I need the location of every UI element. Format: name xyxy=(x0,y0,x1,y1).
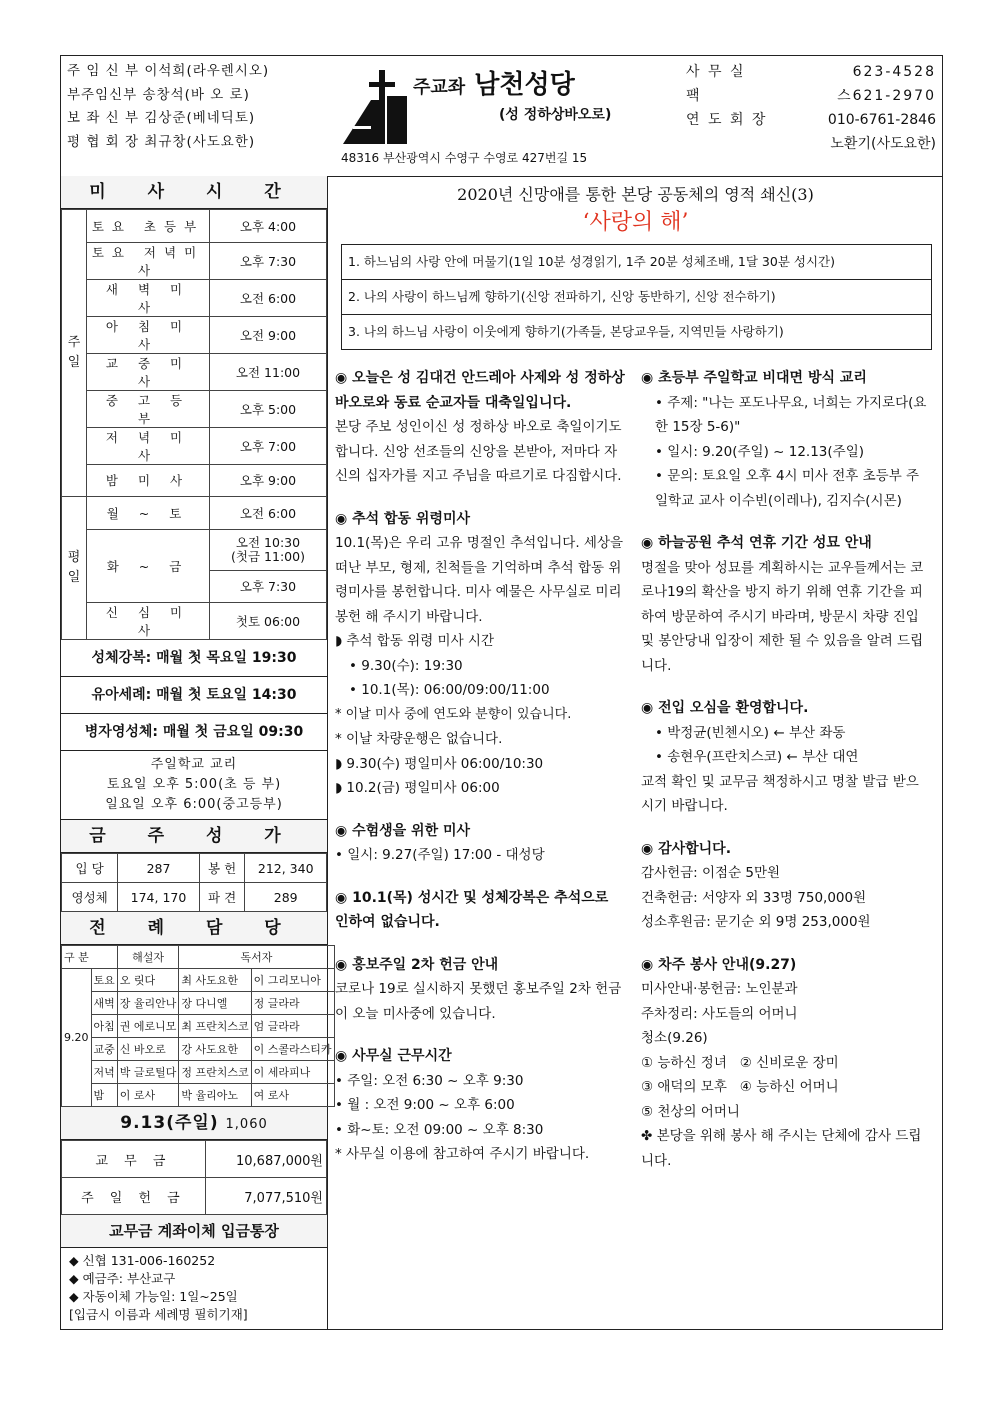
table-row xyxy=(62,992,335,1015)
mass-time: 오후 4:00 xyxy=(210,210,327,243)
notice-line: 코로나 19로 실시하지 못했던 홍보주일 2차 헌금이 오늘 미사중에 있습니다. xyxy=(335,981,622,1022)
liturgy-table xyxy=(61,945,335,1107)
reader: 박 율리아노 xyxy=(179,1084,251,1107)
notice-line: ③ 애덕의 모후 ④ 능하신 어머니 xyxy=(641,1079,839,1095)
notice-line: ⑤ 천상의 어머니 xyxy=(641,1103,740,1120)
notice-line: 10.1(목)은 우리 고유 명절인 추석입니다. 세상을 떠난 부모, 형제, 친척들을 기억하며 추석 합동 위령미사를 봉헌합니다. 미사 예물은 사무실로 미리 봉헌 해 주시기 바랍니다. xyxy=(335,535,624,625)
commentator: 이 로사 xyxy=(117,1084,179,1107)
table-row xyxy=(62,316,327,353)
summary-table xyxy=(61,1140,327,1215)
commentator: 장 율리안나 xyxy=(117,992,179,1015)
hymn-number: 287 xyxy=(118,854,200,883)
notice-line: 본당 주보 성인이신 성 정하상 바오로 축일이기도 합니다. 신앙 선조들의 신앙을 본받아, 저마다 자신의 십자가를 지고 주님을 따르기로 다짐합시다. xyxy=(335,419,622,484)
notices-left xyxy=(335,366,625,1185)
church-name: 남천성당 xyxy=(474,70,575,100)
mass-name: 월 ~ 토 xyxy=(87,497,210,530)
attendance-count: 1,060 xyxy=(225,1117,268,1132)
contact-label: 연 도 회 장 xyxy=(686,112,768,128)
liturgy-header: 구 분 xyxy=(62,946,118,969)
hymn-label: 봉 헌 xyxy=(199,854,245,883)
table-row xyxy=(62,854,327,883)
hymns-title: 금 주 성 가 xyxy=(61,820,327,853)
mass-name: 토요 초등부 xyxy=(87,210,210,243)
mass-time: 오후 7:30 xyxy=(210,570,327,603)
summary-label: 주 일 헌 금 xyxy=(62,1178,206,1215)
notice-item xyxy=(335,819,625,868)
hymn-label: 입 당 xyxy=(62,854,118,883)
table-row xyxy=(62,1038,335,1061)
notice-item xyxy=(641,953,931,1174)
summary-value: 10,687,000원 xyxy=(205,1141,326,1178)
table-row xyxy=(62,1061,335,1084)
sick-communion-info: 병자영성체: 매월 첫 금요일 09:30 xyxy=(61,714,327,751)
summary-date: 9.13(주일) xyxy=(120,1113,219,1133)
notice-line: 미사안내·봉헌금: 노인분과 xyxy=(641,981,798,997)
notice-line: ◗ 10.2(금) 평일미사 06:00 xyxy=(335,780,500,796)
mass-name: 아 침 미 사 xyxy=(87,316,210,353)
notice-heading: ◉ 감사합니다. xyxy=(641,840,732,857)
notice-item xyxy=(335,366,625,489)
mass-time: 오후 9:00 xyxy=(210,464,327,497)
notice-item xyxy=(335,1044,625,1167)
table-row xyxy=(62,529,327,570)
notice-line: • 문의: 토요일 오후 4시 미사 전후 초등부 주일학교 교사 이수빈(이레나), 김지수(시몬) xyxy=(655,468,920,509)
table-row xyxy=(62,497,327,530)
goals-box xyxy=(341,244,932,350)
liturgy-title: 전 례 담 당 xyxy=(61,912,327,945)
staff-line: 보 좌 신 부 김상준(베네딕토) xyxy=(67,110,256,126)
notice-item xyxy=(335,507,625,801)
notice-line: • 박정균(빈첸시오) ← 부산 좌동 xyxy=(655,724,846,741)
goal-item: 1. 하느님의 사랑 안에 머물기(1일 10분 성경읽기, 1주 20분 성체조배, 1달 30분 성시간) xyxy=(342,245,931,280)
goal-item: 3. 나의 하느님 사랑이 이웃에게 향하기(가족들, 본당교우들, 지역민들 사랑하기) xyxy=(348,324,784,339)
sunday-label: 주일 xyxy=(62,210,87,497)
table-row xyxy=(62,883,327,912)
mass-name: 밤 미 사 xyxy=(87,464,210,497)
summary-value: 7,077,510원 xyxy=(205,1178,326,1215)
table-row xyxy=(62,1141,327,1178)
reader: 이 세라피나 xyxy=(251,1061,334,1084)
commentator: 박 글로틸다 xyxy=(117,1061,179,1084)
staff-line: 평 협 회 장 최규창(사도요한) xyxy=(67,133,256,150)
notice-line: 청소(9.26) xyxy=(641,1030,708,1046)
header xyxy=(61,56,942,177)
mass-time: 오후 7:30 xyxy=(210,242,327,279)
table-row xyxy=(62,242,327,279)
mass-time xyxy=(210,529,327,570)
table-row xyxy=(62,464,327,497)
mass-name: 저 녁 미 사 xyxy=(87,427,210,464)
mass-name: 화 ~ 금 xyxy=(87,529,210,603)
contact-value: 010-6761-2846 xyxy=(827,112,936,128)
liturgy-header: 독서자 xyxy=(179,946,334,969)
mass-times-table xyxy=(61,209,327,640)
hymn-label: 영성체 xyxy=(62,883,118,912)
notice-heading: ◉ 홍보주일 2차 헌금 안내 xyxy=(335,956,499,973)
mass-name: 교 중 미 사 xyxy=(87,353,210,390)
notice-line: 교적 확인 및 교무금 책정하시고 명찰 발급 받으시기 바랍니다. xyxy=(641,773,919,814)
table-row xyxy=(62,427,327,464)
liturgy-mass: 저녁 xyxy=(91,1061,117,1084)
infant-baptism-info: 유아세례: 매월 첫 토요일 14:30 xyxy=(61,677,327,714)
notice-heading: ◉ 하늘공원 추석 연휴 기간 성묘 안내 xyxy=(641,535,872,551)
sunday-school xyxy=(61,751,327,820)
mass-time-sub: (첫금 11:00) xyxy=(231,548,305,564)
reader: 최 프란치스코 xyxy=(179,1015,251,1038)
notice-heading: ◉ 수험생을 위한 미사 xyxy=(335,822,471,839)
mass-time: 오전 11:00 xyxy=(210,353,327,390)
table-row xyxy=(62,946,335,969)
reader: 강 사도요한 xyxy=(179,1038,251,1061)
staff-line: 부주임신부 송창석(바 오 로) xyxy=(67,86,250,103)
notice-line: 성소후원금: 문기순 외 9명 253,000원 xyxy=(641,914,871,930)
sunday-school-line: 토요일 오후 5:00(초 등 부) xyxy=(106,777,282,792)
notice-heading: ◉ 초등부 주일학교 비대면 방식 교리 xyxy=(641,370,867,386)
notice-line: 주차정리: 사도들의 어머니 xyxy=(641,1005,798,1022)
notice-item xyxy=(335,886,625,935)
notice-line: 건축헌금: 서양자 외 33명 750,000원 xyxy=(641,889,867,906)
goal-item: 2. 나의 사랑이 하느님께 향하기(신앙 전파하기, 신앙 동반하기, 신앙 전수하기) xyxy=(342,280,931,315)
mass-name: 토요 저녁미사 xyxy=(87,242,210,279)
notice-item xyxy=(641,366,931,513)
bulletin-page xyxy=(60,55,943,1330)
notice-heading: ◉ 추석 합동 위령미사 xyxy=(335,510,471,527)
church-logo-icon xyxy=(341,66,411,146)
reader: 여 로사 xyxy=(251,1084,334,1107)
hymns-table xyxy=(61,853,327,912)
contact-row xyxy=(686,84,936,108)
notice-line: * 사무실 이용에 참고하여 주시기 바랍니다. xyxy=(335,1146,590,1162)
notice-heading: ◉ 차주 봉사 안내(9.27) xyxy=(641,956,797,973)
notice-line: 감사헌금: 이점순 5만원 xyxy=(641,865,781,881)
notice-item xyxy=(641,531,931,678)
notice-line: • 송현우(프란치스코) ← 부산 대연 xyxy=(655,749,859,765)
notice-line: * 이날 차량운행은 없습니다. xyxy=(335,731,503,747)
weekday-label: 평일 xyxy=(62,497,87,640)
commentator: 오 릿다 xyxy=(117,969,179,992)
hymn-number: 289 xyxy=(245,883,327,912)
staff-list xyxy=(67,60,325,154)
notice-line: • 10.1(목): 06:00/09:00/11:00 xyxy=(349,682,550,698)
notice-line: ◗ 추석 합동 위령 미사 시간 xyxy=(335,633,494,649)
liturgy-date: 9.20 xyxy=(62,969,92,1107)
notice-item xyxy=(335,953,625,1027)
contact-row xyxy=(686,108,936,132)
notice-item xyxy=(641,696,931,819)
mass-time: 첫토 06:00 xyxy=(210,603,327,640)
reader: 정 프란치스코 xyxy=(179,1061,251,1084)
reader: 이 스콜라스티카 xyxy=(251,1038,334,1061)
table-row xyxy=(62,1178,327,1215)
table-row xyxy=(62,210,327,243)
table-row xyxy=(62,1084,335,1107)
liturgy-mass: 새벽 xyxy=(91,992,117,1015)
summary-title xyxy=(61,1107,327,1140)
commentator: 신 바오로 xyxy=(117,1038,179,1061)
table-row xyxy=(62,353,327,390)
contact-list xyxy=(686,60,936,156)
liturgy-mass: 토요 xyxy=(91,969,117,992)
contact-row xyxy=(686,60,936,84)
notice-line: 명절을 맞아 성묘를 계획하시는 교우들께서는 코로나19의 확산을 방지 하기 위해 연휴 기간을 피하여 방문하여 주시기 바라며, 방문시 차량 진입 및 봉안당내 입장이 제한 될 수 있음을 알려 드립니다. xyxy=(641,559,924,674)
notice-heading: ◉ 사무실 근무시간 xyxy=(335,1048,452,1064)
address: 48316 부산광역시 수영구 수영로 427번길 15 xyxy=(341,151,588,165)
mass-time: 오전 6:00 xyxy=(210,279,327,316)
notices-right xyxy=(641,366,931,1191)
notice-line: • 월 : 오전 9:00 ~ 오후 6:00 xyxy=(335,1097,515,1113)
mass-name: 새 벽 미 사 xyxy=(87,279,210,316)
notice-line: ✤ 본당을 위해 봉사 해 주시는 단체에 감사 드립니다. xyxy=(641,1128,922,1169)
reader: 최 사도요한 xyxy=(179,969,251,992)
hymn-label: 파 견 xyxy=(199,883,245,912)
notice-line: • 주일: 오전 6:30 ~ 오후 9:30 xyxy=(335,1072,524,1089)
mass-time-main: 오전 10:30 xyxy=(235,534,301,550)
notice-line: • 주제: "나는 포도나무요, 너희는 가지로다(요한 15장 5-6)" xyxy=(655,394,927,435)
church-prefix: 주교좌 xyxy=(413,77,466,98)
contact-value: 노환기(사도요한) xyxy=(830,136,936,152)
sunday-school-title: 주일학교 교리 xyxy=(150,757,238,772)
mass-name: 중 고 등 부 xyxy=(87,390,210,427)
liturgy-mass: 아침 xyxy=(91,1015,117,1038)
account-line: [입금시 이름과 세례명 필히기재] xyxy=(69,1307,248,1322)
mass-name: 신 심 미 사 xyxy=(87,603,210,640)
mass-time: 오전 9:00 xyxy=(210,316,327,353)
staff-line: 주 임 신 부 이석희(라우렌시오) xyxy=(67,63,270,79)
table-row xyxy=(62,279,327,316)
contact-value: 623-4528 xyxy=(852,64,936,80)
sunday-school-line: 일요일 오후 6:00(중고등부) xyxy=(105,797,283,812)
left-sidebar xyxy=(61,176,332,1329)
commentator: 권 에로니모 xyxy=(117,1015,179,1038)
mass-time: 오후 7:00 xyxy=(210,427,327,464)
theme-subtitle: ‘사랑의 해’ xyxy=(582,210,689,235)
contact-label: 팩 xyxy=(686,88,702,104)
benediction-info: 성체강복: 매월 첫 목요일 19:30 xyxy=(61,640,327,677)
theme-title: 2020년 신망애를 통한 본당 공동체의 영적 쇄신(3) xyxy=(457,185,814,204)
notice-item xyxy=(641,837,931,935)
notice-line: • 일시: 9.20(주일) ~ 12.13(주일) xyxy=(655,443,865,460)
hymn-number: 212, 340 xyxy=(245,854,327,883)
summary-label: 교 무 금 xyxy=(62,1141,206,1178)
account-line: ◆ 예금주: 부산교구 xyxy=(69,1271,176,1286)
notice-heading: ◉ 10.1(목) 성시간 및 성체강복은 추석으로 인하여 없습니다. xyxy=(335,889,609,930)
account-line: ◆ 자동이체 가능일: 1일~25일 xyxy=(69,1289,238,1304)
reader: 엄 글라라 xyxy=(251,1015,334,1038)
table-row xyxy=(62,390,327,427)
notice-line: ① 능하신 정녀 ② 신비로운 장미 xyxy=(641,1054,839,1071)
table-row xyxy=(62,1015,335,1038)
patron-saint: (성 정하상바오로) xyxy=(499,107,612,123)
liturgy-header: 해설자 xyxy=(117,946,179,969)
church-title xyxy=(413,64,575,101)
notice-line: • 화~토: 오전 09:00 ~ 오후 8:30 xyxy=(335,1121,544,1138)
mass-time: 오전 6:00 xyxy=(210,497,327,530)
contact-value: 스621-2970 xyxy=(837,88,936,104)
mass-times-title: 미 사 시 간 xyxy=(61,176,327,209)
hymn-number: 174, 170 xyxy=(118,883,200,912)
notice-heading: ◉ 전입 오심을 환영합니다. xyxy=(641,700,809,716)
notice-line: * 이날 미사 중에 연도와 분향이 있습니다. xyxy=(335,706,572,722)
notice-heading: ◉ 오늘은 성 김대건 안드레아 사제와 성 정하상 바오로와 동료 순교자들 대축일입니다. xyxy=(335,370,625,411)
liturgy-mass: 교중 xyxy=(91,1038,117,1061)
main-content xyxy=(329,176,942,1329)
mass-time: 오후 5:00 xyxy=(210,390,327,427)
contact-label: 사 무 실 xyxy=(686,64,746,80)
reader: 정 글라라 xyxy=(251,992,334,1015)
table-row xyxy=(62,603,327,640)
notice-line: • 일시: 9.27(주일) 17:00 - 대성당 xyxy=(335,847,545,863)
reader: 장 다니엘 xyxy=(179,992,251,1015)
reader: 이 그리모니아 xyxy=(251,969,334,992)
account-title: 교무금 계좌이체 입금통장 xyxy=(61,1215,327,1248)
contact-row xyxy=(686,132,936,156)
notice-line: • 9.30(수): 19:30 xyxy=(349,657,463,674)
liturgy-mass: 밤 xyxy=(91,1084,117,1107)
account-info xyxy=(61,1248,327,1328)
account-line: ◆ 신협 131-006-160252 xyxy=(69,1253,216,1268)
table-row xyxy=(62,969,335,992)
notice-line: ◗ 9.30(수) 평일미사 06:00/10:30 xyxy=(335,755,544,772)
